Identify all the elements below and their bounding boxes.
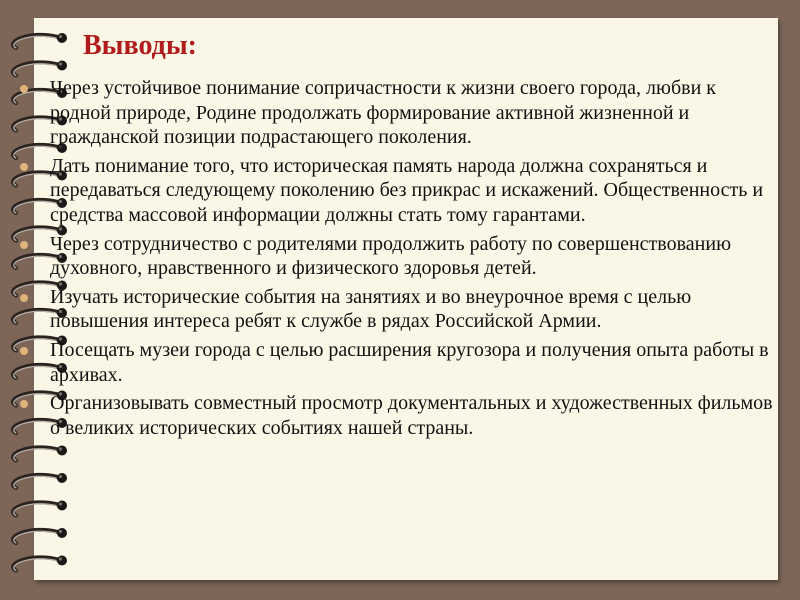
bullet-item: Дать понимание того, что историческая память народа должна сохраняться и передаваться следующему поколению без прикрас и искажений. Общественность и средства массовой информации должны стать тому гарантами.	[20, 154, 776, 228]
bullet-item: Изучать исторические события на занятиях и во внеурочное время с целью повышения интереса ребят к службе в рядах Российской Армии.	[20, 285, 776, 334]
bullet-item: Через устойчивое понимание сопричастности к жизни своего города, любви к родной природе, Родине продолжать формирование активной жизненной и гражданской позиции подрастающего поколения.	[20, 76, 776, 150]
bullet-item: Посещать музеи города с целью расширения кругозора и получения опыта работы в архивах.	[20, 338, 776, 387]
conclusions-list	[20, 76, 776, 444]
bullet-item: Организовывать совместный просмотр документальных и художественных фильмов о великих исторических событиях нашей страны.	[20, 391, 776, 440]
bullet-item: Через сотрудничество с родителями продолжить работу по совершенствованию духовного, нравственного и физического здоровья детей.	[20, 232, 776, 281]
slide-title: Выводы:	[83, 30, 198, 61]
